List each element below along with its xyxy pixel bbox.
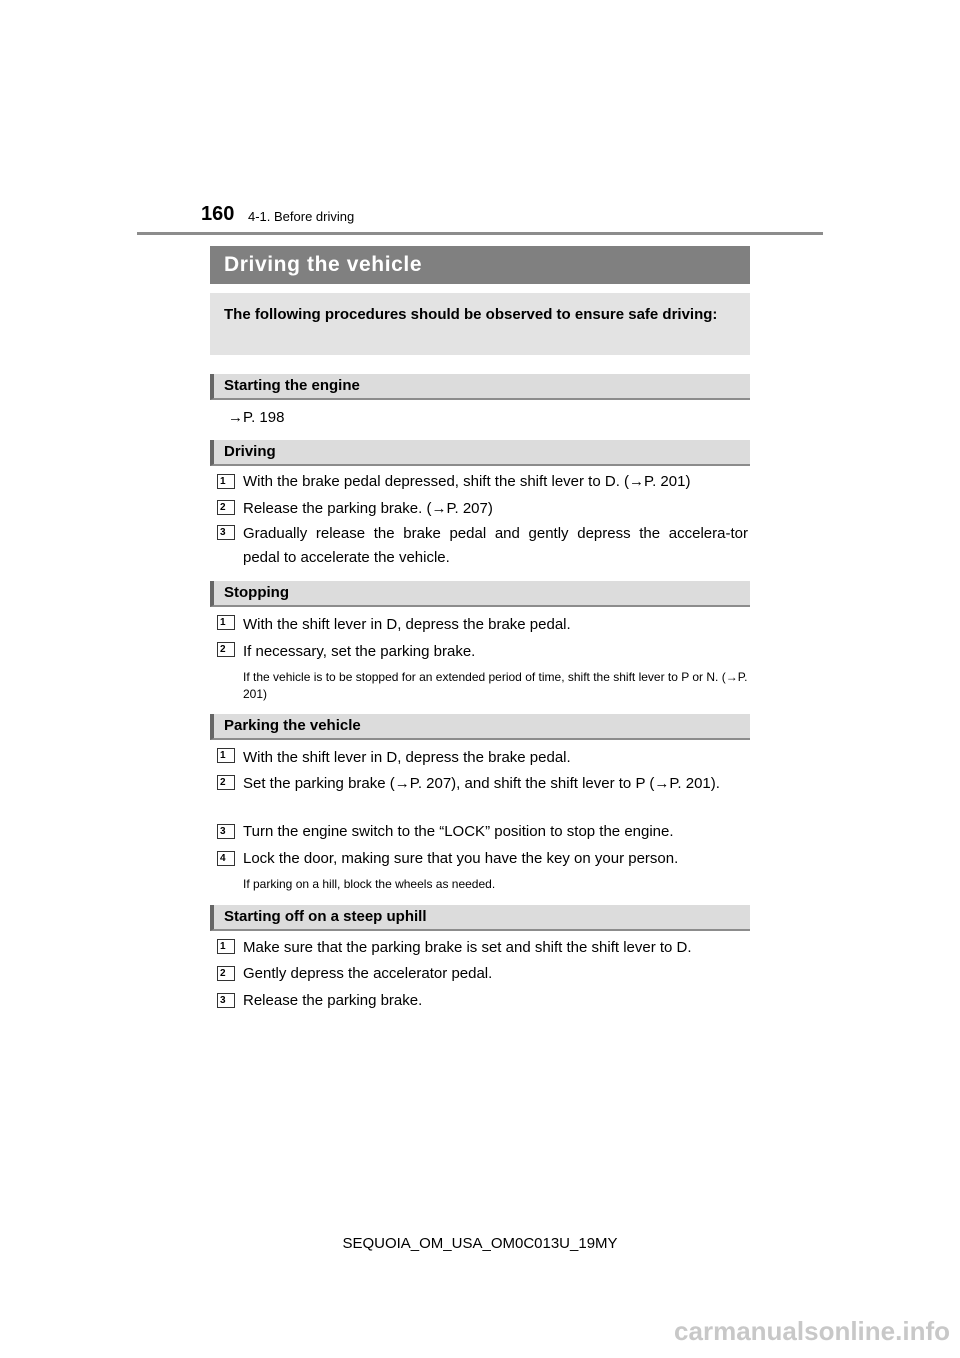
document-code: SEQUOIA_OM_USA_OM0C013U_19MY: [342, 1235, 618, 1252]
step-badge: 1: [217, 748, 235, 763]
heading-stopping: Stopping: [210, 581, 750, 607]
intro-text: The following procedures should be observed to ensure safe driving:: [224, 306, 718, 323]
step-badge: 3: [217, 525, 235, 540]
page-title: Driving the vehicle: [210, 246, 750, 284]
step-text: Lock the door, making sure that you have the key on your person.: [243, 850, 679, 867]
heading-starting-engine: Starting the engine: [210, 374, 750, 400]
step-badge: 2: [217, 966, 235, 981]
step-text: Turn the engine switch to the “LOCK” position to stop the engine.: [243, 823, 674, 840]
step-text: If necessary, set the parking brake.: [243, 643, 476, 660]
heading-uphill: Starting off on a steep uphill: [210, 905, 750, 931]
step-text: With the shift lever in D, depress the brake pedal.: [243, 749, 571, 766]
step-text: Set the parking brake (→P. 207), and shift the shift lever to P (→P. 201).: [243, 775, 720, 792]
page-reference-link[interactable]: →P. 198: [228, 409, 285, 426]
heading-parking: Parking the vehicle: [210, 714, 750, 740]
intro-box: [210, 293, 750, 355]
step-text: Gently depress the accelerator pedal.: [243, 965, 493, 982]
step-badge: 1: [217, 615, 235, 630]
step-badge: 1: [217, 939, 235, 954]
section-label: 4-1. Before driving: [248, 209, 355, 224]
step-text: With the brake pedal depressed, shift the shift lever to D. (→P. 201): [243, 473, 691, 490]
step-text: Gradually release the brake pedal and gently depress the accelera-tor pedal to accelerate the vehicle.: [243, 525, 748, 566]
watermark: carmanualsonline.info: [674, 1316, 950, 1346]
step-badge: 2: [217, 775, 235, 790]
step-badge: 4: [217, 851, 235, 866]
step-badge: 3: [217, 824, 235, 839]
step-badge: 2: [217, 642, 235, 657]
header-divider: [137, 232, 823, 235]
page-number: 160: [201, 203, 235, 225]
step-badge: 2: [217, 500, 235, 515]
step-text: Release the parking brake.: [243, 992, 423, 1009]
step-text: Release the parking brake. (→P. 207): [243, 500, 493, 517]
heading-driving: Driving: [210, 440, 750, 466]
step-text: With the shift lever in D, depress the brake pedal.: [243, 616, 571, 633]
note-text: If the vehicle is to be stopped for an extended period of time, shift the shift lever to P or N. (→P. 201): [243, 670, 748, 701]
note-text: If parking on a hill, block the wheels as needed.: [243, 877, 496, 891]
step-text: Make sure that the parking brake is set and shift the shift lever to D.: [243, 939, 692, 956]
step-badge: 1: [217, 474, 235, 489]
step-badge: 3: [217, 993, 235, 1008]
